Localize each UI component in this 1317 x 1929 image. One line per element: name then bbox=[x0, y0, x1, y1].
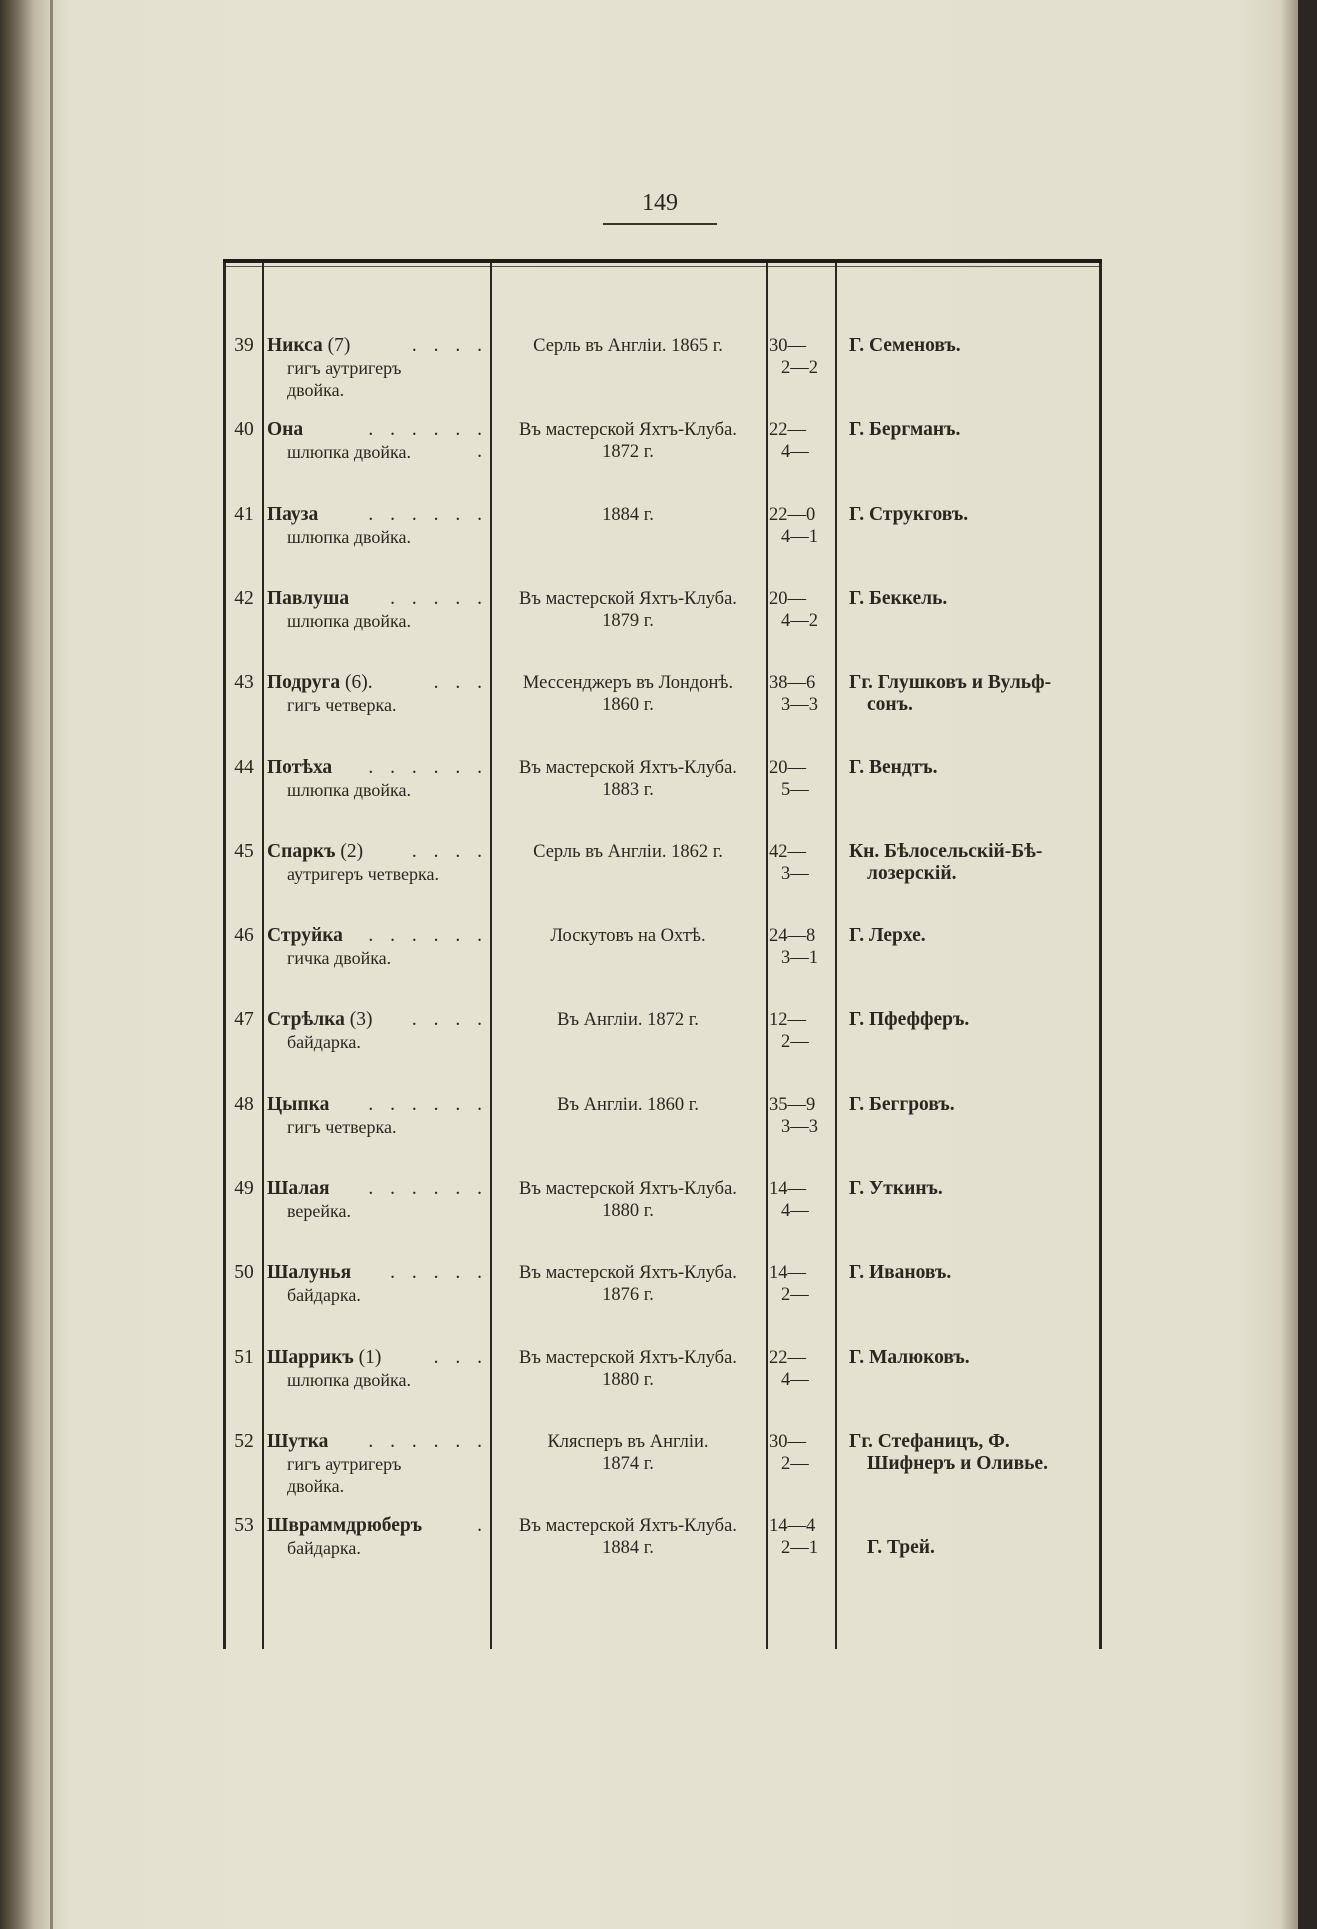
table-row bbox=[223, 1009, 1102, 1093]
leader-dots: . . . . . . bbox=[368, 1093, 488, 1115]
table-row bbox=[223, 925, 1102, 1009]
owner bbox=[849, 1262, 1099, 1284]
entry-number: 41 bbox=[234, 503, 254, 525]
table-row bbox=[223, 335, 1102, 419]
entry-number: 51 bbox=[234, 1346, 254, 1368]
builder bbox=[493, 1178, 763, 1222]
dimensions bbox=[769, 1515, 829, 1559]
builder-line: Мессенджеръ въ Лондонѣ. bbox=[522, 673, 734, 694]
dimension-line: 5— bbox=[781, 779, 809, 800]
table-row bbox=[223, 504, 1102, 588]
owner bbox=[849, 1515, 1099, 1559]
dimension-line: 22—0 bbox=[769, 504, 816, 525]
dimension-line: 3— bbox=[781, 863, 809, 884]
dimension-line: 4—2 bbox=[781, 610, 818, 631]
boat-name: Подруга bbox=[267, 672, 341, 694]
boat-type-line: шлюпка двойка. bbox=[287, 779, 412, 800]
table-row bbox=[223, 1431, 1102, 1515]
leader-dots: . . . bbox=[433, 672, 488, 694]
boat-type-line: двойка. bbox=[287, 1475, 345, 1496]
boat-name: Шалая bbox=[267, 1178, 330, 1199]
builder-line: 1883 г. bbox=[602, 779, 654, 800]
boat-type bbox=[287, 694, 487, 716]
owner bbox=[849, 419, 1099, 441]
boat-name: Она bbox=[267, 419, 304, 441]
boat-type-line: байдарка. bbox=[287, 1032, 361, 1053]
dimensions bbox=[769, 1347, 829, 1391]
dimension-line: 24—8 bbox=[769, 926, 816, 947]
dimensions bbox=[769, 1262, 829, 1306]
builder bbox=[493, 1262, 763, 1306]
boat-type-line: байдарка. bbox=[287, 1285, 361, 1306]
owner-line: Кн. Бѣлосельскій-Бѣ- bbox=[849, 840, 1043, 862]
boat-name: Спаркъ bbox=[267, 840, 336, 862]
boat-note: (2) bbox=[340, 840, 364, 862]
dimension-line: 20— bbox=[769, 757, 806, 778]
boat-type bbox=[287, 1116, 487, 1138]
owner-line: Шифнеръ и Оливье. bbox=[867, 1452, 1048, 1474]
owner-line: Гг. Стефаницъ, Ф. bbox=[849, 1430, 1010, 1452]
builder bbox=[493, 419, 763, 463]
boat-type-line: шлюпка двойка. bbox=[287, 610, 412, 631]
dimension-line: 22— bbox=[769, 1347, 806, 1368]
builder-line: Въ Англіи. 1860 г. bbox=[557, 1094, 699, 1115]
builder bbox=[493, 757, 763, 801]
entry-number: 44 bbox=[234, 756, 254, 778]
builder bbox=[493, 672, 763, 716]
leader-dots: . . . . . . bbox=[368, 1178, 488, 1199]
book-gutter bbox=[50, 0, 53, 1929]
owner-line: Г. Беггровъ. bbox=[849, 1093, 955, 1115]
builder-line: 1860 г. bbox=[602, 695, 654, 716]
table-row bbox=[223, 672, 1102, 756]
table-row bbox=[223, 1347, 1102, 1431]
owner-line: Г. Ивановъ. bbox=[849, 1262, 952, 1284]
builder-line: 1880 г. bbox=[602, 1369, 654, 1390]
boat-name: Потѣха bbox=[267, 756, 333, 778]
owner-line bbox=[849, 1515, 1099, 1537]
table-row bbox=[223, 841, 1102, 925]
owner-line: Г. Малюковъ. bbox=[849, 1346, 970, 1368]
entry-number: 45 bbox=[234, 840, 254, 862]
leader-dots: . . . . bbox=[411, 335, 488, 356]
leader-dots: . . . . . . bbox=[368, 503, 488, 525]
boat-type-line: байдарка. bbox=[287, 1538, 361, 1559]
boat-type-line: гигъ четверка. bbox=[287, 695, 397, 716]
owner bbox=[849, 588, 1099, 610]
owner bbox=[849, 1431, 1099, 1475]
builder bbox=[493, 1347, 763, 1391]
boat-type bbox=[287, 1453, 487, 1497]
dimension-line: 30— bbox=[769, 1431, 806, 1452]
leader-dots: . bbox=[477, 1515, 488, 1537]
leader-dots: . . . . . bbox=[390, 587, 488, 609]
builder-line: Въ мастерской Яхтъ-Клуба. bbox=[519, 588, 737, 609]
boat-type-line: шлюпка двойка. bbox=[287, 526, 412, 547]
owner-line: Г. Лерхе. bbox=[849, 925, 926, 947]
leader-dots: . . . . . bbox=[390, 1262, 488, 1284]
owner bbox=[849, 1178, 1099, 1200]
owner bbox=[849, 841, 1099, 885]
dimension-line: 35—9 bbox=[769, 1094, 816, 1115]
dimension-line: 14— bbox=[769, 1179, 806, 1199]
builder bbox=[493, 1431, 763, 1475]
dimension-line: 3—1 bbox=[781, 948, 818, 969]
table-top-border-inner bbox=[223, 266, 1102, 267]
dimensions bbox=[769, 925, 829, 969]
dimension-line: 4— bbox=[781, 442, 809, 463]
boat-name: Швраммдрюберъ bbox=[267, 1515, 423, 1537]
dimensions bbox=[769, 841, 829, 885]
boat-note: (6). bbox=[345, 672, 373, 694]
boat-name: Шаррикъ bbox=[267, 1346, 354, 1368]
boat-type bbox=[287, 1284, 487, 1306]
builder-line: Въ мастерской Яхтъ-Клуба. bbox=[519, 1347, 737, 1368]
page-number: 149 bbox=[642, 190, 678, 216]
owner-line: Г. Уткинъ. bbox=[849, 1178, 943, 1199]
dimension-line: 2—2 bbox=[781, 358, 818, 378]
builder bbox=[493, 504, 763, 526]
boat-type bbox=[287, 779, 487, 801]
builder bbox=[493, 1094, 763, 1116]
boat-type-line: гигъ аутригеръ bbox=[287, 1453, 402, 1474]
table-row bbox=[223, 419, 1102, 503]
builder bbox=[493, 925, 763, 947]
builder-line: 1880 г. bbox=[602, 1201, 654, 1221]
dimension-line: 14—4 bbox=[769, 1516, 816, 1537]
entry-number: 53 bbox=[234, 1515, 254, 1537]
builder-line: 1884 г. bbox=[602, 504, 654, 525]
owner bbox=[849, 757, 1099, 779]
boat-type bbox=[287, 1537, 487, 1559]
builder-line: 1879 г. bbox=[602, 610, 654, 631]
boat-type-line: двойка. bbox=[287, 380, 345, 400]
table-row bbox=[223, 1094, 1102, 1178]
dimension-line: 2— bbox=[781, 1285, 809, 1306]
dimension-line: 2— bbox=[781, 1453, 809, 1474]
builder bbox=[493, 1009, 763, 1031]
boat-type bbox=[287, 441, 487, 463]
entry-number: 43 bbox=[234, 672, 254, 694]
boat-type bbox=[287, 1369, 487, 1391]
boat-name: Струйка bbox=[267, 925, 343, 947]
owner bbox=[849, 1094, 1099, 1116]
table-row bbox=[223, 1178, 1102, 1262]
dimensions bbox=[769, 1009, 829, 1053]
dimension-line: 4— bbox=[781, 1201, 809, 1221]
table-row bbox=[223, 757, 1102, 841]
boat-type bbox=[287, 357, 487, 401]
entry-number: 52 bbox=[234, 1430, 254, 1452]
leader-dots: . . . bbox=[433, 1346, 488, 1368]
boat-type bbox=[287, 947, 487, 969]
boat-note: (1) bbox=[358, 1346, 382, 1368]
owner-line: лозерскій. bbox=[867, 862, 957, 884]
boat-name: Шалунья bbox=[267, 1262, 352, 1284]
boat-register-table bbox=[223, 259, 1102, 1649]
dimension-line: 14— bbox=[769, 1263, 806, 1284]
dimension-line: 2— bbox=[781, 1032, 809, 1053]
boat-name: Пауза bbox=[267, 503, 319, 525]
builder-line: Въ мастерской Яхтъ-Клуба. bbox=[519, 1179, 737, 1199]
dimension-line: 20— bbox=[769, 588, 806, 609]
entry-number: 42 bbox=[234, 587, 254, 609]
boat-type-line: аутригеръ четверка. bbox=[287, 863, 439, 884]
owner bbox=[849, 1009, 1099, 1031]
table-row bbox=[223, 588, 1102, 672]
leader-dots: . . . . . . bbox=[368, 756, 488, 778]
table-top-border bbox=[223, 259, 1102, 263]
owner bbox=[849, 1347, 1099, 1369]
entry-number: 39 bbox=[234, 335, 254, 356]
boat-name: Шутка bbox=[267, 1430, 329, 1452]
leader-dots: . . . . . . bbox=[368, 1430, 488, 1452]
boat-name: Цыпка bbox=[267, 1093, 330, 1115]
builder bbox=[493, 335, 763, 357]
dimensions bbox=[769, 335, 829, 379]
entry-number: 49 bbox=[234, 1178, 254, 1199]
boat-name: Стрѣлка bbox=[267, 1009, 345, 1031]
boat-name: Никса bbox=[267, 335, 323, 356]
builder bbox=[493, 1515, 763, 1559]
leader-dots: . . . . bbox=[411, 1009, 488, 1031]
dimensions bbox=[769, 504, 829, 548]
page-number-rule bbox=[603, 223, 717, 225]
boat-type-line: верейка. bbox=[287, 1201, 351, 1221]
builder-line: Въ Англіи. 1872 г. bbox=[557, 1010, 699, 1031]
entry-number: 46 bbox=[234, 925, 254, 947]
dimension-line: 4— bbox=[781, 1369, 809, 1390]
entry-number: 47 bbox=[234, 1009, 254, 1031]
builder-line: Въ мастерской Яхтъ-Клуба. bbox=[519, 1263, 737, 1284]
owner-line: Г. Вендтъ. bbox=[849, 756, 938, 778]
dimension-line: 3—3 bbox=[781, 695, 818, 716]
builder bbox=[493, 588, 763, 632]
owner-line: Г. Трей. bbox=[867, 1537, 935, 1559]
entry-number: 40 bbox=[234, 419, 254, 441]
dimensions bbox=[769, 1094, 829, 1138]
boat-note: (7) bbox=[327, 335, 351, 356]
boat-note: (3) bbox=[349, 1009, 373, 1031]
dimensions bbox=[769, 1431, 829, 1475]
dimensions bbox=[769, 588, 829, 632]
builder-line: Серль въ Англіи. 1862 г. bbox=[533, 841, 723, 862]
builder-line: Лоскутовъ на Охтѣ. bbox=[550, 926, 706, 947]
boat-type-line: шлюпка двойка. bbox=[287, 1369, 412, 1390]
table-row bbox=[223, 1515, 1102, 1599]
dimension-line: 2—1 bbox=[781, 1538, 818, 1559]
owner-line: сонъ. bbox=[867, 694, 913, 716]
dimension-line: 12— bbox=[769, 1010, 806, 1031]
owner-line: Гг. Глушковъ и Вульф- bbox=[849, 672, 1052, 694]
builder bbox=[493, 841, 763, 863]
dimension-line: 38—6 bbox=[769, 673, 816, 694]
leader-dots: . . . . . . . bbox=[368, 419, 488, 463]
owner-line: Г. Бергманъ. bbox=[849, 419, 961, 441]
dimensions bbox=[769, 1178, 829, 1222]
dimension-line: 42— bbox=[769, 841, 806, 862]
owner bbox=[849, 925, 1099, 947]
owner-line: Г. Семеновъ. bbox=[849, 335, 961, 356]
owner bbox=[849, 672, 1099, 716]
entry-number: 48 bbox=[234, 1093, 254, 1115]
table-row bbox=[223, 1262, 1102, 1346]
dimension-line: 22— bbox=[769, 420, 806, 441]
entry-number: 50 bbox=[234, 1262, 254, 1284]
boat-type-line: гигъ аутригеръ bbox=[287, 358, 402, 378]
builder-line: Кляспeръ въ Англіи. bbox=[547, 1431, 709, 1452]
boat-type-line: шлюпка двойка. bbox=[287, 442, 412, 463]
owner bbox=[849, 504, 1099, 526]
boat-type bbox=[287, 863, 487, 885]
builder-line: 1884 г. bbox=[602, 1538, 654, 1559]
owner-line: Г. Пфефферъ. bbox=[849, 1009, 970, 1031]
builder-line: 1872 г. bbox=[602, 442, 654, 463]
builder-line: Въ мастерской Яхтъ-Клуба. bbox=[519, 757, 737, 778]
boat-type-line: гигъ четверка. bbox=[287, 1116, 397, 1137]
owner-line: Г. Струкговъ. bbox=[849, 503, 969, 525]
builder-line: 1874 г. bbox=[602, 1453, 654, 1474]
owner-line: Г. Беккель. bbox=[849, 587, 948, 609]
builder-line: Серль въ Англіи. 1865 г. bbox=[533, 336, 723, 356]
builder-line: 1876 г. bbox=[602, 1285, 654, 1306]
leader-dots: . . . . . . bbox=[368, 925, 488, 947]
dimensions bbox=[769, 672, 829, 716]
boat-type-line: гичка двойка. bbox=[287, 948, 392, 969]
dimensions bbox=[769, 419, 829, 463]
dimension-line: 4—1 bbox=[781, 526, 818, 547]
dimension-line: 30— bbox=[769, 336, 806, 356]
builder-line: Въ мастерской Яхтъ-Клуба. bbox=[519, 1516, 737, 1537]
boat-type bbox=[287, 610, 487, 632]
builder-line: Въ мастерской Яхтъ-Клуба. bbox=[519, 420, 737, 441]
boat-name: Павлуша bbox=[267, 587, 350, 609]
boat-type bbox=[287, 1200, 487, 1222]
dimensions bbox=[769, 757, 829, 801]
owner bbox=[849, 335, 1099, 357]
boat-type bbox=[287, 1031, 487, 1053]
dimension-line: 3—3 bbox=[781, 1116, 818, 1137]
leader-dots: . . . . bbox=[411, 840, 488, 862]
boat-type bbox=[287, 526, 487, 548]
